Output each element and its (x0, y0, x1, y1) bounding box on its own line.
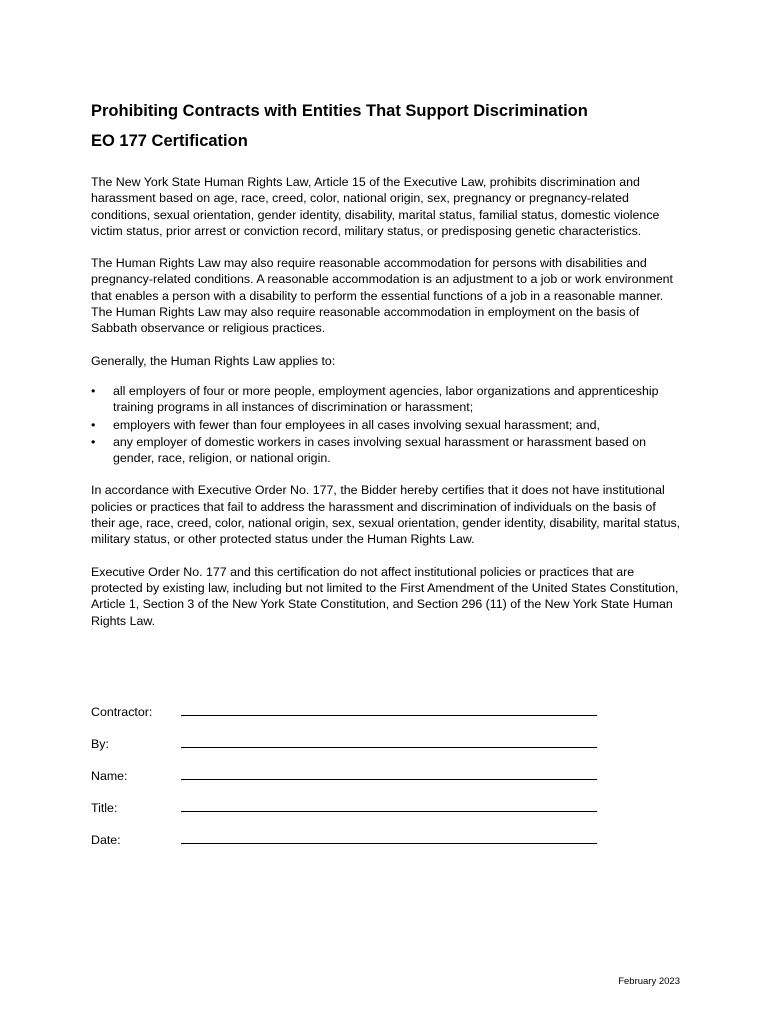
document-body (91, 98, 681, 629)
name-label: Name: (91, 769, 128, 783)
signature-row-by (91, 735, 611, 767)
signature-row-contractor (91, 703, 611, 735)
title-field[interactable] (181, 799, 597, 812)
contractor-label: Contractor: (91, 705, 153, 719)
paragraph-prohibitions: The New York State Human Rights Law, Article 15 of the Executive Law, prohibits discrimination and harassment based on age, race, creed, color, national origin, sex, pregnancy or pregnancy-related conditions, sexual orientation, gender identity, disability, marital status, familial status, domestic violence victim status, prior arrest or conviction record, military status, or predisposing genetic characteristics. (91, 175, 660, 238)
date-label: Date: (91, 833, 121, 847)
by-field[interactable] (181, 735, 597, 748)
signature-row-name (91, 767, 611, 799)
list-item (91, 383, 681, 416)
bullet-icon: • (91, 417, 96, 432)
paragraph-existing-law: Executive Order No. 177 and this certification do not affect institutional policies or practices that are protected by existing law, including but not limited to the First Amendment of the United States Constitution, Article 1, Section 3 of the New York State Constitution, and Section 296 (11) of the New York State Human Rights Law. (91, 564, 679, 628)
title-label: Title: (91, 801, 118, 815)
list-item-text: all employers of four or more people, employment agencies, labor organizations and apprenticeship training programs in all instances of discrimination or harassment; (113, 383, 659, 415)
paragraph-accommodation: The Human Rights Law may also require reasonable accommodation for persons with disabilities and pregnancy-related conditions. A reasonable accommodation is an adjustment to a job or work environment that enables a person with a disability to perform the essential functions of a job in a reasonable manner. The Human Rights Law may also require reasonable accommodation in employment on the basis of Sabbath observance or religious practices. (91, 256, 674, 336)
bullet-icon: • (91, 383, 96, 398)
contractor-field[interactable] (181, 703, 597, 716)
by-label: By: (91, 737, 109, 751)
signature-row-title (91, 799, 611, 831)
signature-row-date (91, 831, 611, 863)
applies-to-list (91, 383, 681, 466)
name-field[interactable] (181, 767, 597, 780)
date-field[interactable] (181, 831, 597, 844)
paragraph-applies-to: Generally, the Human Rights Law applies to: (91, 353, 336, 368)
signature-block (91, 703, 611, 863)
list-item (91, 434, 681, 467)
list-item (91, 417, 681, 433)
list-item-text: any employer of domestic workers in cases involving sexual harassment or harassment based on gender, race, religion, or national origin. (113, 434, 647, 466)
document-subtitle: EO 177 Certification (91, 132, 248, 150)
footer-date: February 2023 (618, 976, 680, 987)
paragraph-certification: In accordance with Executive Order No. 177, the Bidder hereby certifies that it does not have institutional policies or practices that fail to address the harassment and discrimination of individuals on the basis of their age, race, creed, color, national origin, sex, sexual orientation, gender identity, disability, marital status, military status, or other protected status under the Human Rights Law. (91, 483, 681, 547)
document-title: Prohibiting Contracts with Entities That Support Discrimination (91, 102, 588, 120)
bullet-icon: • (91, 434, 96, 449)
list-item-text: employers with fewer than four employees in all cases involving sexual harassment; and, (113, 417, 600, 432)
